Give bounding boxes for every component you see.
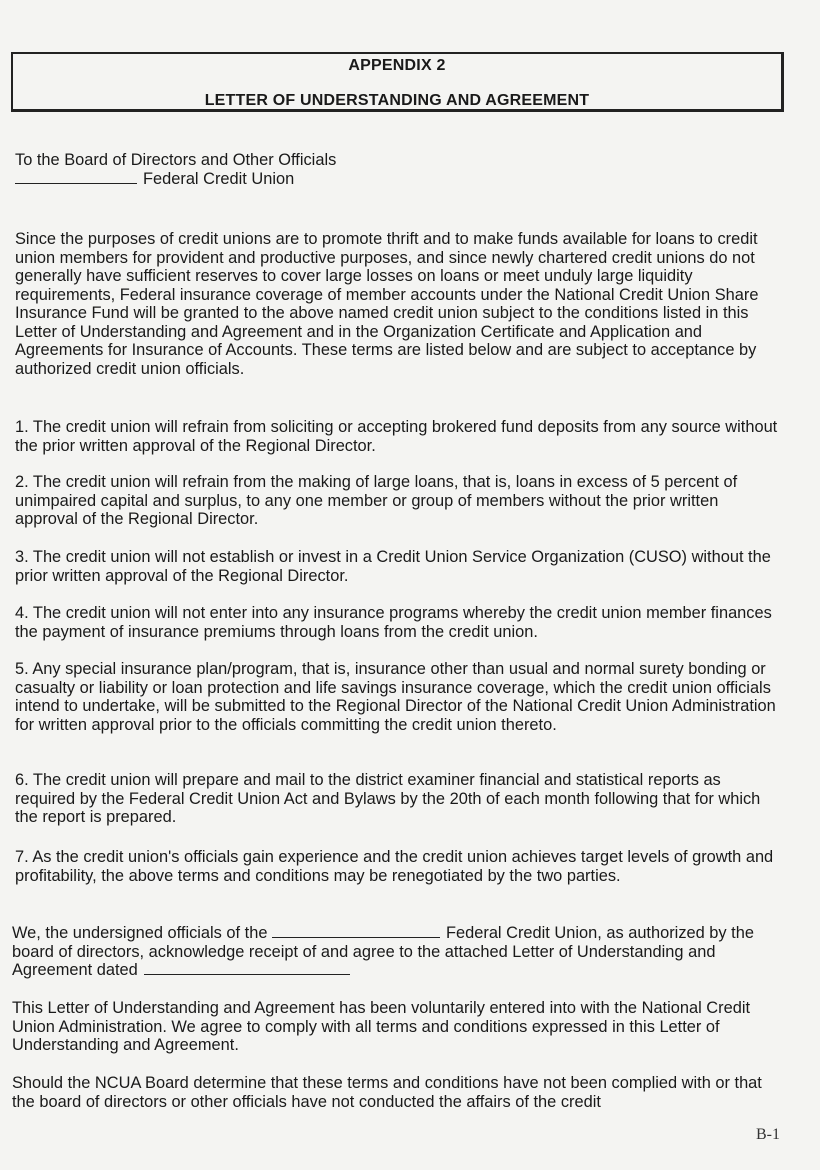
term-2: 2. The credit union will refrain from the making of large loans, that is, loans in excess of 5 percent of unimpaired capital and surplus, to any one member or group of members without the prior written approval of the Regional Director.	[15, 473, 738, 528]
title-box	[11, 52, 784, 112]
ncua-paragraph: Should the NCUA Board determine that these terms and conditions have not been complied with or that the board of directors or other officials have not conducted the affairs of the credit	[12, 1074, 762, 1111]
credit-union-name-line	[15, 170, 785, 189]
credit-union-blank	[272, 925, 440, 938]
addressee-block	[15, 151, 785, 188]
term-1: 1. The credit union will refrain from soliciting or accepting brokered fund deposits from any source without the prior written approval of the Regional Director.	[15, 418, 778, 455]
term-4: 4. The credit union will not enter into any insurance programs whereby the credit union member finances the payment of insurance premiums through loans from the credit union.	[15, 604, 772, 641]
credit-union-suffix: Federal Credit Union	[143, 169, 295, 188]
term-7: 7. As the credit union's officials gain experience and the credit union achieves target levels of growth and profitability, the above terms and conditions may be renegotiated by the two parties.	[15, 848, 774, 885]
acknowledgement-start: We, the undersigned officials of the	[12, 924, 268, 942]
intro-paragraph: Since the purposes of credit unions are to promote thrift and to make funds available for loans to credit union members for provident and productive purposes, and since newly chartered credit unions do not generally have sufficient reserves to cover large losses on loans or meet unduly large liquidity requirements, Federal insurance coverage of member accounts under the National Credit Union Share Insurance Fund will be granted to the above named credit union subject to the conditions listed in this Letter of Understanding and Agreement and in the Organization Certificate and Application and Agreements for Insurance of Accounts. These terms are listed below and are subject to acceptance by authorized credit union officials.	[15, 230, 759, 378]
term-3: 3. The credit union will not establish or invest in a Credit Union Service Organization (CUSO) without the prior written approval of the Regional Director.	[15, 548, 771, 585]
acknowledgement-rest: Federal Credit Union, as authorized by the board of directors, acknowledge receipt of and agree to the attached Letter of Understanding and Agreement dated	[12, 924, 754, 979]
document-title: LETTER OF UNDERSTANDING AND AGREEMENT	[204, 92, 590, 109]
voluntary-paragraph: This Letter of Understanding and Agreement has been voluntarily entered into with the National Credit Union Administration. We agree to comply with all terms and conditions expressed in this Letter of Understanding and Agreement.	[12, 999, 751, 1054]
page-number: B-1	[756, 1126, 780, 1143]
term-6: 6. The credit union will prepare and mail to the district examiner financial and statistical reports as required by the Federal Credit Union Act and Bylaws by the 20th of each month following that for which the report is prepared.	[15, 771, 761, 826]
addressee-line: To the Board of Directors and Other Officials	[15, 151, 337, 169]
appendix-label: APPENDIX 2	[348, 57, 446, 74]
acknowledgement-paragraph	[12, 924, 782, 980]
term-5: 5. Any special insurance plan/program, that is, insurance other than usual and normal surety bonding or casualty or liability or loan protection and life savings insurance coverage, which the credit union officials intend to undertake, will be submitted to the Regional Director of the National Credit Union Administration for written approval prior to the officials committing the credit union thereto.	[15, 660, 776, 734]
date-blank	[144, 962, 350, 975]
credit-union-name-blank	[15, 171, 137, 184]
